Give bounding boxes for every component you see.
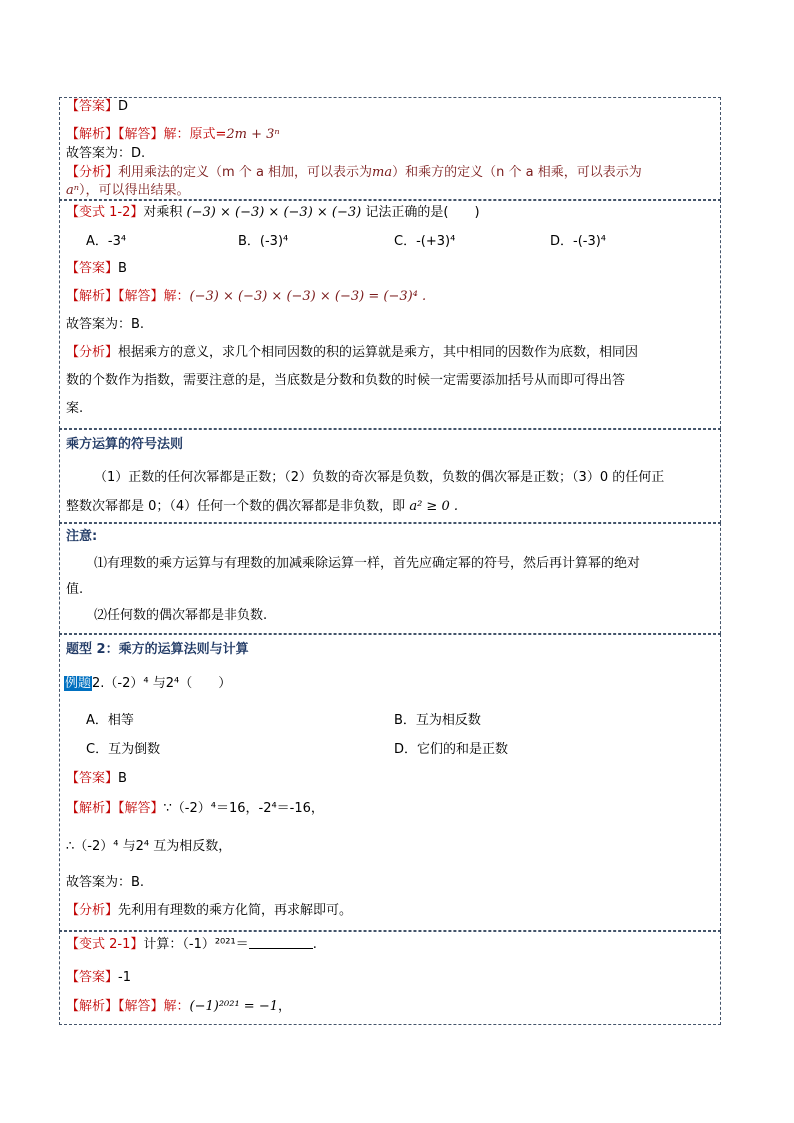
sign-rule-section bbox=[59, 429, 721, 523]
conclusion-line: 故答案为：B. bbox=[66, 875, 145, 890]
question-line: 【变式 2-1】计算：（-1）²⁰²¹＝ . bbox=[66, 937, 317, 952]
example-tag: 例题 bbox=[65, 676, 92, 691]
option-c: C．互为倒数 bbox=[86, 742, 161, 757]
rule-line-2: 整数次幂都是 0；（4）任何一个数的偶次幂都是非负数，即 a² ≥ 0 . bbox=[66, 499, 458, 514]
section-title: 题型 2：乘方的运算法则与计算 bbox=[66, 642, 249, 657]
note-line-1: ⑴有理数的乘方运算与有理数的加减乘除运算一样，首先应确定幂的符号，然后再计算幂的绝对 bbox=[94, 556, 641, 571]
fenxi-line-2: 数的个数作为指数，需要注意的是，当底数是分数和负数的时候一定需要添加括号从而即可得出答 bbox=[66, 373, 626, 388]
fenxi-line: 【分析】根据乘方的意义，求几个相同因数的积的运算就是乘方，其中相同的因数作为底数，相同因 bbox=[66, 345, 639, 360]
option-d: D．它们的和是正数 bbox=[394, 742, 509, 757]
answer-line: 【答案】B bbox=[66, 261, 127, 276]
section-title: 乘方运算的符号法则 bbox=[66, 437, 184, 452]
analysis-line: 【解析】【解答】解：(−1)²⁰²¹ = −1， bbox=[66, 999, 292, 1014]
fenxi-line-3: 案. bbox=[66, 401, 84, 416]
rule-line-1: （1）正数的任何次幂都是正数；（2）负数的奇次幂是负数，负数的偶次幂是正数；（3）0 的任何正 bbox=[94, 470, 665, 485]
note-title: 注意: bbox=[66, 529, 98, 544]
answer-line: 【答案】B bbox=[66, 771, 127, 786]
answer-section-1 bbox=[59, 97, 721, 200]
fenxi-line-2: aⁿ），可以得出结果。 bbox=[66, 183, 190, 198]
example-question: 例题2.（-2）⁴ 与2⁴（ ） bbox=[65, 676, 232, 691]
option-a: A．-3⁴ bbox=[86, 234, 127, 249]
note-line-3: ⑵任何数的偶次幂都是非负数. bbox=[94, 608, 268, 623]
question-line: 【变式 1-2】对乘积 (−3) × (−3) × (−3) × (−3) 记法正确的是( ) bbox=[66, 205, 480, 220]
question-type-2-section bbox=[59, 634, 721, 931]
analysis-line: 【解析】【解答】∵（-2）⁴＝16，-2⁴＝-16， bbox=[66, 801, 324, 816]
variant-2-1-section bbox=[59, 931, 721, 1025]
note-section bbox=[59, 523, 721, 634]
fenxi-line: 【分析】先利用有理数的乘方化简，再求解即可。 bbox=[66, 903, 353, 918]
answer-line: 【答案】D bbox=[66, 99, 129, 114]
conclusion-line: 故答案为：B. bbox=[66, 317, 145, 332]
variant-1-2-section bbox=[59, 200, 721, 429]
conclusion-line: 故答案为：D. bbox=[66, 146, 146, 161]
option-b: B．(-3)⁴ bbox=[238, 234, 289, 249]
therefore-line: ∴（-2）⁴ 与2⁴ 互为相反数， bbox=[66, 839, 232, 854]
fenxi-line: 【分析】利用乘法的定义（m 个 a 相加，可以表示为ma）和乘方的定义（n 个 a 相乘，可以表示为 bbox=[66, 165, 642, 180]
note-line-2: 值. bbox=[66, 582, 84, 597]
option-d: D．-(-3)⁴ bbox=[550, 234, 607, 249]
answer-line: 【答案】-1 bbox=[66, 970, 131, 985]
option-c: C．-(+3)⁴ bbox=[394, 234, 456, 249]
option-b: B．互为相反数 bbox=[394, 713, 481, 728]
analysis-line: 【解析】【解答】解：(−3) × (−3) × (−3) × (−3) = (−3)⁴ . bbox=[66, 289, 427, 304]
answer-blank bbox=[249, 936, 313, 949]
analysis-line: 【解析】【解答】解：原式=2m + 3ⁿ bbox=[66, 127, 280, 142]
option-a: A．相等 bbox=[86, 713, 134, 728]
